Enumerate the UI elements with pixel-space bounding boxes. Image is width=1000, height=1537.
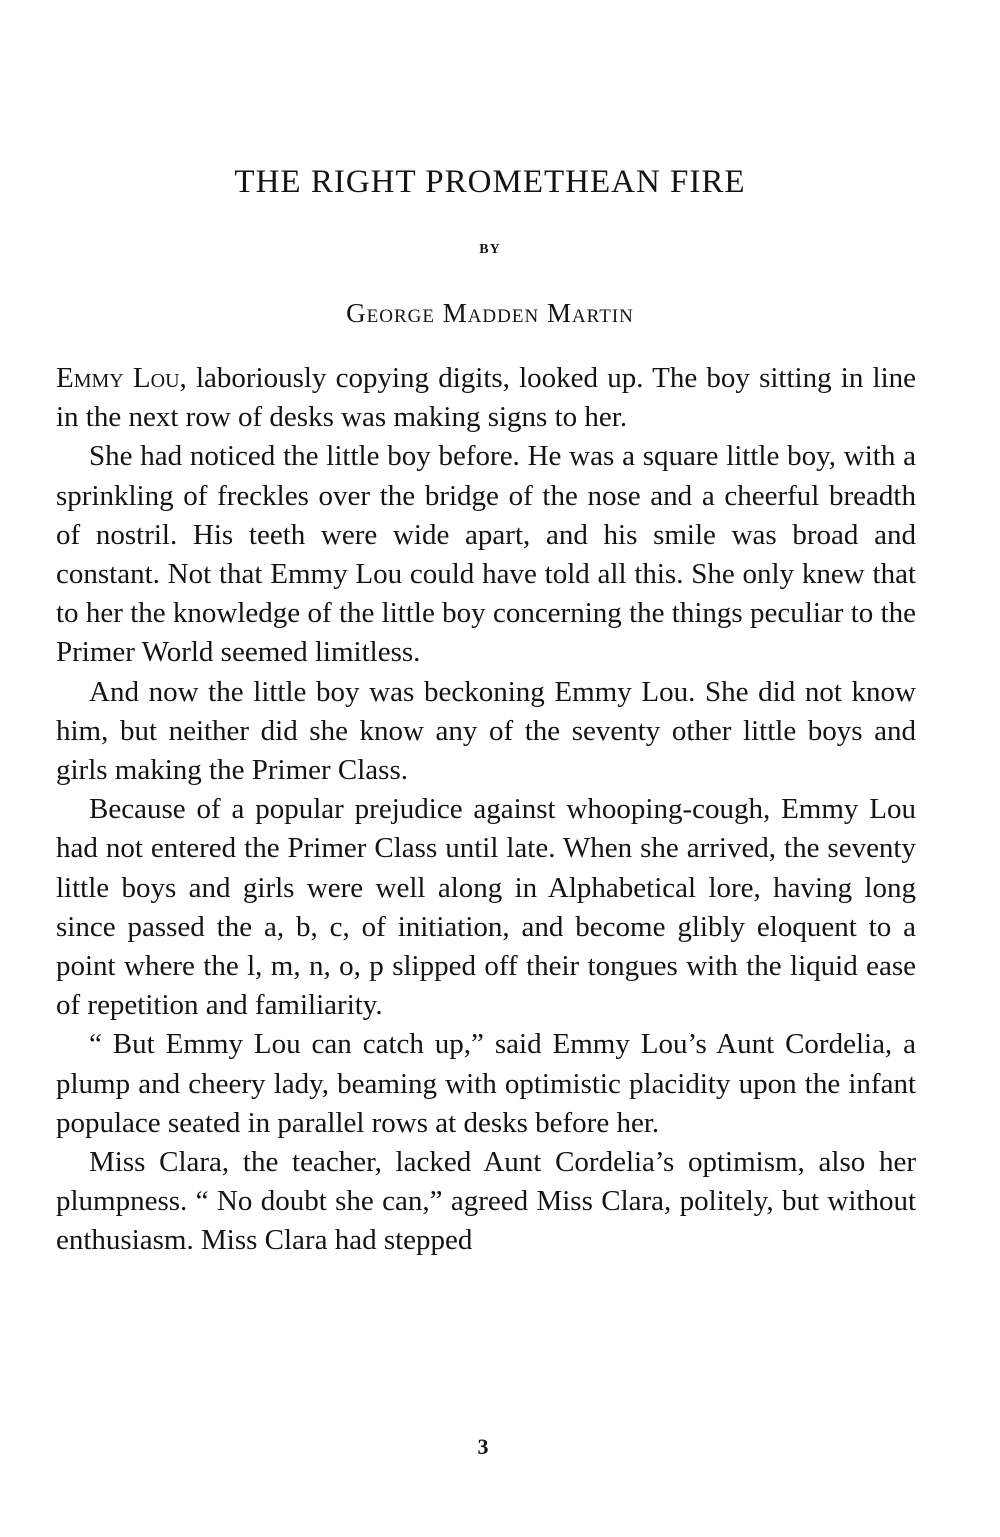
body-text — [56, 359, 916, 1261]
paragraph-2: She had noticed the little boy before. He was a square little boy, with a sprinkling of freckles over the bridge of the nose and a cheerful breadth of nostril. His teeth were wide apart, and his smile was broad and constant. Not that Emmy Lou could have told all this. She only knew that to her the knowledge of the little boy concerning the things peculiar to the Primer World seemed limitless. — [56, 440, 916, 669]
paragraph-6: Miss Clara, the teacher, lacked Aunt Cordelia’s optimism, also her plumpness. “ No doubt she can,” agreed Miss Clara, politely, but without enthusiasm. Miss Clara had stepped — [56, 1146, 916, 1257]
chapter-title: THE RIGHT PROMETHEAN FIRE — [234, 164, 746, 200]
paragraph-text: laboriously copying digits, looked up. The boy sitting in line in the next row of desks was making signs to her. — [56, 362, 917, 434]
paragraph-lead-in: Emmy Lou, — [56, 362, 187, 394]
paragraph-5: “ But Emmy Lou can catch up,” said Emmy Lou’s Aunt Cordelia, a plump and cheery lady, beaming with optimistic placidity upon the infant populace seated in parallel rows at desks before her. — [56, 1028, 916, 1139]
paragraph-4: Because of a popular prejudice against whooping-cough, Emmy Lou had not entered the Primer Class until late. When she arrived, the seventy little boys and girls were well along in Alphabetical lore, having long since passed the a, b, c, of initiation, and become glibly eloquent to a point where the l, m, n, o, p slipped off their tongues with the liquid ease of repetition and familiarity. — [56, 793, 916, 1022]
author-name: George Madden Martin — [346, 298, 634, 328]
page-number: 3 — [477, 1434, 489, 1459]
paragraph-3: And now the little boy was beckoning Emmy Lou. She did not know him, but neither did she know any of the seventy other little boys and girls making the Primer Class. — [56, 675, 916, 787]
byline-label: BY — [479, 242, 501, 257]
paragraph-1 — [56, 359, 916, 437]
